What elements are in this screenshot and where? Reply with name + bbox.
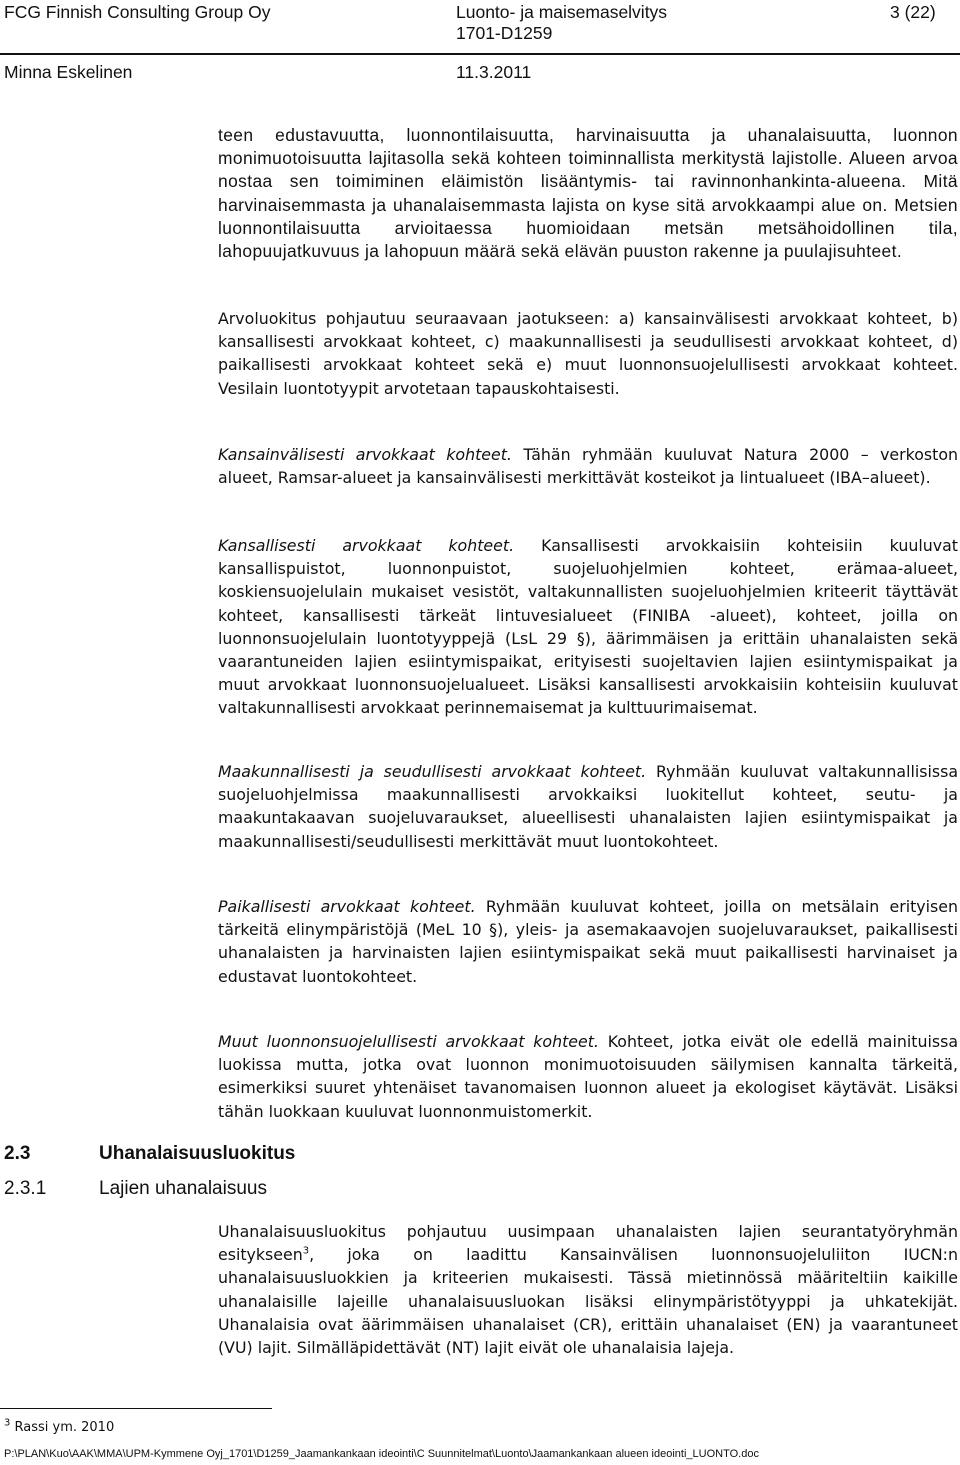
paragraph-other <box>218 1030 958 1123</box>
paragraph-national <box>218 534 958 720</box>
header-rule <box>0 53 960 55</box>
category-description: Tähän ryhmään kuuluvat Natura 2000 – verkoston alueet, Ramsar-alueet ja kansainvälisesti merkittävät kosteikot ja lintualueet (IBA–alueet). <box>218 445 958 488</box>
category-description: Kansallisesti arvokkaisiin kohteisiin kuuluvat kansallispuistot, luonnonpuistot, suojeluohjelmien kohteet, erämaa-alueet, koskiensuojelulain mukaiset vesistöt, valtakunnallisten suojeluohjelmien kriteerit täyttävät kohteet, kansallisesti tärkeät lintuvesialueet (FINIBA -alueet), kohteet, joilla on luonnonsuojelulain luontotyyppejä (LsL 29 §), äärimmäisen ja erittäin uhanalaisten sekä vaarantuneiden lajien esiintymispaikat, erityisesti suojeltavien lajien esiintymispaikat ja muut arvokkaat luonnonsuojelualueet. Lisäksi kansallisesti arvokkaisiin kohteisiin kuuluvat valtakunnallisesti arvokkaat perinnemaisemat ja kulttuurimaisemat. <box>218 536 958 718</box>
category-term: Muut luonnonsuojelullisesti arvokkaat kohteet. <box>218 1032 599 1051</box>
category-term: Paikallisesti arvokkaat kohteet. <box>218 897 476 916</box>
page-number: 3 (22) <box>890 2 936 22</box>
footnote-reference[interactable]: 3 <box>302 1245 310 1257</box>
subsection-number: 2.3.1 <box>4 1178 47 1199</box>
footnote <box>4 1417 115 1435</box>
category-description: Kohteet, jotka eivät ole edellä mainituissa luokissa mutta, jotka ovat luonnon monimuotoisuuden säilymisen kannalta tärkeitä, esimerkiksi suuret yhtenäiset tavanomaisen luonnon alueet ja ekologiset käytävät. Lisäksi tähän luokkaan kuuluvat luonnonmuistomerkit. <box>218 1032 959 1121</box>
category-description: Ryhmään kuuluvat kohteet, joilla on metsälain erityisen tärkeitä elinympäristöjä (MeL 10 §), yleis- ja asemakaavojen suojeluvaraukset, paikallisesti uhanalaisten ja harvinaisten lajien esiintymispaikat sekä muut paikallisesti harvinaiset ja edustavat luontokohteet. <box>218 897 958 986</box>
category-term: Kansallisesti arvokkaat kohteet. <box>218 536 515 555</box>
project-title: Luonto- ja maisemaselvitys <box>456 2 668 22</box>
document-date: 11.3.2011 <box>456 62 532 82</box>
paragraph-text: teen edustavuutta, luonnontilaisuutta, harvinaisuutta ja uhanalaisuutta, luonnon monimuotoisuutta lajitasolla sekä kohteen toiminnallista merkitystä lajistolle. Alueen arvoa nostaa sen toimiminen eläimistön lisääntymis- tai ravinnonhankinta-alueena. Mitä harvinaisemmasta ja uhanalaisemmasta lajista on kyse sitä arvokkaampi alue on. Metsien luonnontilaisuutta arvioitaessa huomioidaan metsän metsähoidollinen tila, lahopuujatkuvuus ja lahopuun määrä sekä elävän puuston rakenne ja puulajisuhteet. <box>218 125 958 262</box>
subsection-title: Lajien uhanalaisuus <box>99 1178 267 1199</box>
section-text-continued: , joka on laadittu Kansainvälisen luonnonsuojeluliiton IUCN:n uhanalaisuusluokkien ja kriteerien mukaisesti. Tässä mietinnössä määriteltiin kaikille uhanalaisille lajeille uhanalaisuusluokan lisäksi elinympäristötyyppi ja uhkatekijät. Uhanalaisia ovat äärimmäisen uhanalaiset (CR), erittäin uhanalaiset (EN) ja vaarantuneet (VU) lajit. Silmälläpidettävät (NT) lajit eivät ole uhanalaisia lajeja. <box>218 1245 958 1358</box>
section-text: Uhanalaisuusluokitus pohjautuu uusimpaan uhanalaisten lajien seurantatyöryhmän esitykseen <box>218 1222 958 1265</box>
author-name: Minna Eskelinen <box>4 62 133 82</box>
paragraph-threat-classification <box>218 1220 958 1359</box>
project-number: 1701-D1259 <box>456 23 553 43</box>
paragraph-intro <box>218 124 958 263</box>
paragraph-text: Arvoluokitus pohjautuu seuraavaan jaotukseen: a) kansainvälisesti arvokkaat kohteet, b) kansallisesti arvokkaat kohteet, c) maakunnallisesti ja seudullisesti arvokkaat kohteet, d) paikallisesti arvokkaat kohteet sekä e) muut luonnonsuojelullisesti arvokkaat kohteet. Vesilain luontotyypit arvotetaan tapauskohtaisesti. <box>218 309 958 398</box>
category-term: Kansainvälisesti arvokkaat kohteet. <box>218 445 512 464</box>
category-term: Maakunnallisesti ja seudullisesti arvokkaat kohteet. <box>218 762 647 781</box>
category-description: Ryhmään kuuluvat valtakunnallisissa suojeluohjelmissa maakunnallisesti arvokkaiksi luokitellut kohteet, seutu- ja maakuntakaavan suojeluvaraukset, alueellisesti uhanalaisten lajien esiintymispaikat ja maakunnallisesti/seudullisesti merkittävät muut luontokohteet. <box>218 762 959 851</box>
footnote-number: 3 <box>4 1417 11 1429</box>
paragraph-local <box>218 895 958 988</box>
footnote-text: Rassi ym. 2010 <box>10 1420 115 1435</box>
file-path: P:\PLAN\Kuo\AAK\MMA\UPM-Kymmene Oyj_1701\D1259_Jaamankankaan ideointi\C Suunnitelmat\Luonto\Jaamankankaan alueen ideointi_LUONTO.doc <box>4 1448 759 1460</box>
footnote-separator <box>0 1408 272 1409</box>
paragraph-international <box>218 443 958 489</box>
paragraph-regional <box>218 760 958 853</box>
paragraph-classification <box>218 307 958 400</box>
section-title: Uhanalaisuusluokitus <box>99 1143 296 1164</box>
company-name: FCG Finnish Consulting Group Oy <box>4 2 271 22</box>
section-number: 2.3 <box>4 1143 31 1164</box>
